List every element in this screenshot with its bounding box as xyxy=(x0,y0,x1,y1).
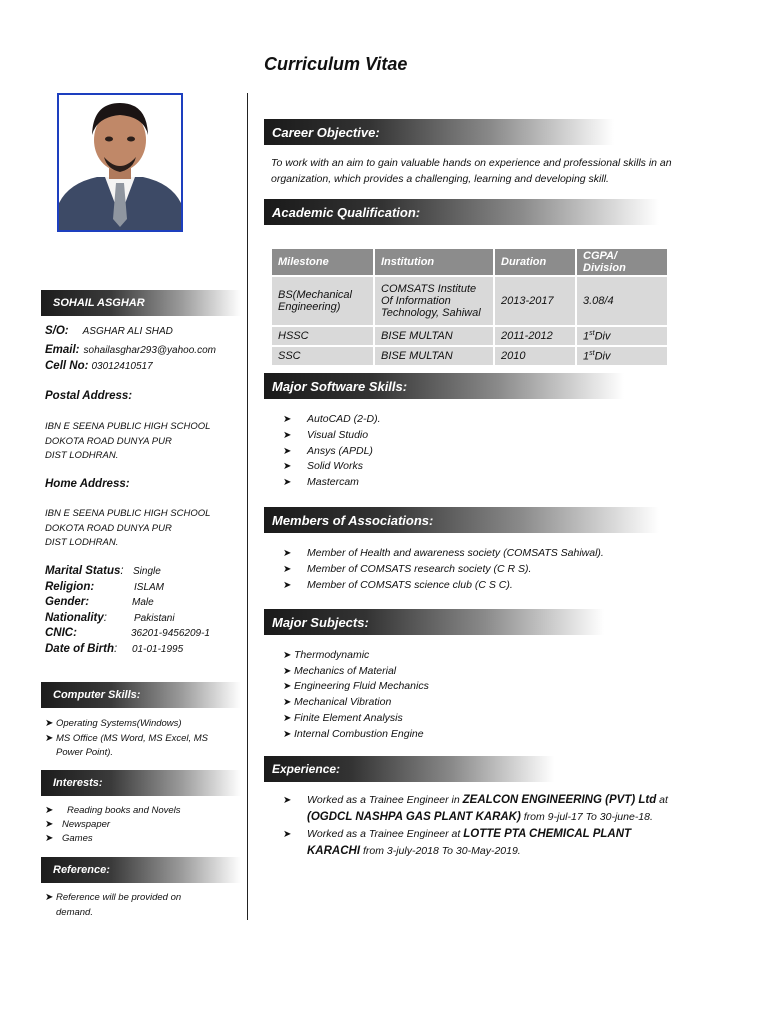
detail-row xyxy=(45,643,240,659)
table-cell: BISE MULTAN xyxy=(375,347,493,365)
table-cell: 3.08/4 xyxy=(577,277,667,325)
email-row xyxy=(45,344,216,359)
detail-row xyxy=(45,596,240,612)
list-item: ➤ Finite Element Analysis xyxy=(283,711,429,727)
career-text: To work with an aim to gain valuable hands on experience and professional skills in an organization, which provides a challenging, learning and developing skill. xyxy=(271,157,672,185)
list-item: ➤ Worked as a Trainee Engineer at LOTTE PTA CHEMICAL PLANT KARACHI from 3-july-2018 To 30-May-2019. xyxy=(283,826,683,860)
subjects-heading: Major Subjects: xyxy=(264,609,604,635)
detail-value: 01-01-1995 xyxy=(132,643,184,655)
computer-skills-list xyxy=(45,717,235,761)
detail-value: Pakistani xyxy=(134,612,175,624)
detail-label: CNIC: xyxy=(45,627,77,640)
postal-line: DIST LODHRAN. xyxy=(45,450,119,461)
table-cell: SSC xyxy=(272,347,373,365)
so-value: ASGHAR ALI SHAD xyxy=(82,326,173,337)
detail-row xyxy=(45,612,240,628)
detail-label: Religion: xyxy=(45,580,95,593)
home-line: DOKOTA ROAD DUNYA PUR xyxy=(45,522,172,534)
page-title: Curriculum Vitae xyxy=(264,54,408,74)
computer-skills-heading: Computer Skills: xyxy=(41,682,241,708)
list-item: ➤ Worked as a Trainee Engineer in ZEALCON ENGINEERING (PVT) Ltd at (OGDCL NASHPA GAS PLANT KARAK) from 9-jul-17 To 30-june-18. xyxy=(283,792,683,826)
column-header: Institution xyxy=(375,249,493,275)
list-item: ➤ Member of COMSATS research society (C R S). xyxy=(283,562,604,578)
table-cell: 1stDiv xyxy=(577,347,667,365)
cell-value: 03012410517 xyxy=(91,361,153,372)
experience-heading: Experience: xyxy=(264,756,554,782)
column-header: Milestone xyxy=(272,249,373,275)
detail-label: Marital Status: xyxy=(45,565,124,577)
detail-row xyxy=(45,565,240,581)
list-item: ➤ Visual Studio xyxy=(283,428,381,444)
detail-value: Single xyxy=(133,566,161,577)
detail-value: ISLAM xyxy=(134,581,165,593)
name-banner: SOHAIL ASGHAR xyxy=(41,290,241,316)
email-label: Email: xyxy=(45,344,80,356)
table-cell: 2013-2017 xyxy=(495,277,575,325)
home-line: DIST LODHRAN. xyxy=(45,537,119,548)
list-item: ➤ Internal Combustion Engine xyxy=(283,727,429,743)
detail-value: 36201-9456209-1 xyxy=(131,628,210,640)
detail-value: Male xyxy=(132,597,154,609)
table-cell: BISE MULTAN xyxy=(375,327,493,345)
table-cell: 2010 xyxy=(495,347,575,365)
table-row xyxy=(272,277,667,325)
list-item: ➤ Ansys (APDL) xyxy=(283,444,381,460)
column-header: Duration xyxy=(495,249,575,275)
so-label: S/O: xyxy=(45,325,69,337)
list-item: ➤ AutoCAD (2-D). xyxy=(283,412,381,428)
list-item: ➤ Games xyxy=(45,832,235,846)
personal-details xyxy=(45,565,240,659)
list-item: ➤ MS Office (MS Word, MS Excel, MS Power Point). xyxy=(45,732,235,761)
list-item: ➤ Thermodynamic xyxy=(283,648,429,664)
list-item: ➤ Mastercam xyxy=(283,475,381,491)
cell-label: Cell No: xyxy=(45,360,89,372)
list-item: ➤ Member of COMSATS science club (C S C). xyxy=(283,578,604,594)
list-item: ➤ Engineering Fluid Mechanics xyxy=(283,679,429,695)
postal-label: Postal Address: xyxy=(45,390,133,402)
table-cell: BS(Mechanical Engineering) xyxy=(272,277,373,325)
list-item: ➤ Operating Systems(Windows) xyxy=(45,717,235,732)
postal-line: IBN E SEENA PUBLIC HIGH SCHOOL xyxy=(45,421,211,432)
profile-photo xyxy=(57,93,183,232)
detail-label: Gender: xyxy=(45,596,90,609)
list-item: ➤ Mechanics of Material xyxy=(283,664,429,680)
table-cell: COMSATS Institute Of Information Technology, Sahiwal xyxy=(375,277,493,325)
interests-heading: Interests: xyxy=(41,770,241,796)
table-header-row xyxy=(272,249,667,275)
list-item: ➤ Reading books and Novels xyxy=(45,804,235,818)
list-item: ➤ Solid Works xyxy=(283,459,381,475)
subjects-list xyxy=(283,648,429,742)
list-item: ➤ Reference will be provided on demand. xyxy=(45,891,205,920)
associations-list xyxy=(283,546,604,593)
home-line: IBN E SEENA PUBLIC HIGH SCHOOL xyxy=(45,508,211,519)
detail-row xyxy=(45,627,240,643)
so-row xyxy=(45,325,173,340)
cell-row xyxy=(45,360,153,375)
email-value: sohailasghar293@yahoo.com xyxy=(83,345,216,356)
software-list xyxy=(283,412,381,491)
reference-heading: Reference: xyxy=(41,857,241,883)
detail-label: Date of Birth: xyxy=(45,642,118,655)
home-label: Home Address: xyxy=(45,478,130,490)
experience-list xyxy=(283,792,683,860)
academic-heading: Academic Qualification: xyxy=(264,199,659,225)
table-cell: 2011-2012 xyxy=(495,327,575,345)
list-item: ➤ Mechanical Vibration xyxy=(283,695,429,711)
list-item: ➤ Newspaper xyxy=(45,818,235,832)
table-row xyxy=(272,347,667,365)
reference-list xyxy=(45,891,205,920)
table-cell: HSSC xyxy=(272,327,373,345)
detail-row xyxy=(45,581,240,597)
academic-table xyxy=(270,247,669,367)
column-divider xyxy=(247,93,248,920)
interests-list xyxy=(45,804,235,846)
detail-label: Nationality: xyxy=(45,611,107,624)
postal-address xyxy=(45,420,210,464)
table-row xyxy=(272,327,667,345)
software-heading: Major Software Skills: xyxy=(264,373,624,399)
home-address xyxy=(45,507,210,551)
associations-heading: Members of Associations: xyxy=(264,507,659,533)
career-heading: Career Objective: xyxy=(264,119,614,145)
column-header: CGPA/ Division xyxy=(577,249,667,275)
postal-line: DOKOTA ROAD DUNYA PUR xyxy=(45,435,172,447)
table-cell: 1stDiv xyxy=(577,327,667,345)
list-item: ➤ Member of Health and awareness society (COMSATS Sahiwal). xyxy=(283,546,604,562)
